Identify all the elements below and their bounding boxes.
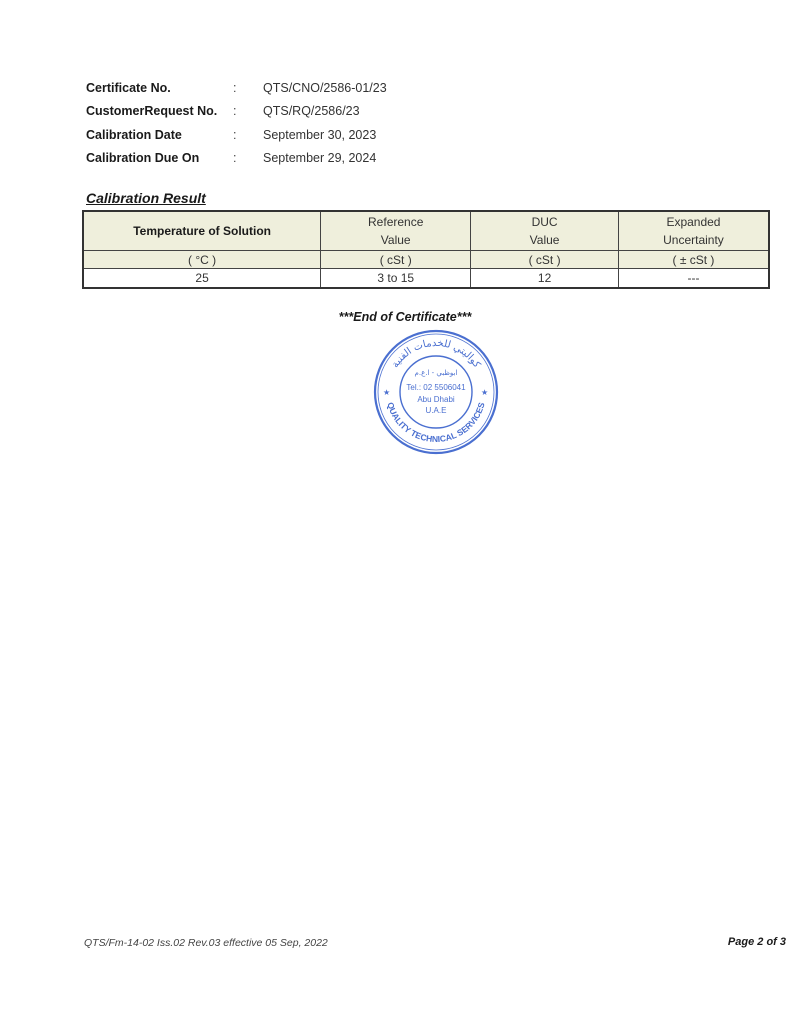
table-header-row — [83, 211, 769, 251]
header-temperature-label: Temperature of Solution — [133, 224, 271, 238]
header-reference-line2: Value — [380, 233, 411, 247]
cell-temperature: 25 — [83, 269, 321, 289]
colon: : — [233, 151, 237, 166]
calibration-date-row — [86, 123, 387, 147]
end-of-certificate: ***End of Certificate*** — [338, 310, 472, 324]
customer-request-label: CustomerRequest No. — [86, 104, 218, 119]
header-temperature — [83, 211, 321, 251]
stamp-star-left: ★ — [383, 388, 391, 397]
cell-duc: 12 — [471, 269, 619, 289]
header-reference-line1: Reference — [368, 215, 424, 229]
header-uncertainty-line1: Expanded — [666, 215, 721, 229]
certificate-no-row — [86, 76, 387, 100]
header-duc — [471, 211, 619, 251]
page-number: Page 2 of 3 — [727, 936, 786, 948]
header-uncertainty — [618, 211, 769, 251]
stamp-english-ring: QUALITY TECHNICAL SERVICES — [385, 401, 487, 445]
calibration-result-table — [82, 210, 770, 289]
header-uncertainty-line2: Uncertainty — [663, 233, 724, 247]
header-reference — [321, 211, 471, 251]
unit-uncertainty: ( ± cSt ) — [618, 251, 769, 269]
stamp-city: Abu Dhabi — [417, 395, 455, 404]
stamp-tel: Tel.: 02 5506041 — [406, 383, 466, 392]
calibration-date-label: Calibration Date — [86, 127, 182, 142]
stamp-country: U.A.E — [425, 406, 447, 415]
header-duc-line1: DUC — [531, 215, 558, 229]
customer-request-value: QTS/RQ/2586/23 — [263, 104, 360, 119]
calibration-due-value: September 29, 2024 — [263, 151, 377, 166]
certificate-no-value: QTS/CNO/2586-01/23 — [263, 80, 387, 95]
certificate-no-label: Certificate No. — [86, 80, 171, 95]
colon: : — [233, 80, 237, 95]
certificate-info — [86, 76, 387, 170]
cell-uncertainty: --- — [618, 269, 769, 289]
colon: : — [233, 127, 237, 142]
stamp-star-right: ★ — [481, 388, 489, 397]
colon: : — [233, 104, 237, 119]
unit-reference: ( cSt ) — [321, 251, 471, 269]
stamp-arabic-city: ابوظبي - ا.ع.م — [414, 369, 458, 377]
table-row — [83, 269, 769, 289]
unit-duc: ( cSt ) — [471, 251, 619, 269]
company-stamp — [372, 328, 500, 456]
header-duc-line2: Value — [529, 233, 560, 247]
unit-temperature: ( °C ) — [83, 251, 321, 269]
stamp-arabic-ring: كواليتي للخدمات الفنية — [389, 337, 483, 371]
calibration-due-row — [86, 147, 387, 171]
calibration-date-value: September 30, 2023 — [263, 127, 377, 142]
table-units-row — [83, 251, 769, 269]
section-title: Calibration Result — [86, 190, 206, 206]
customer-request-row — [86, 100, 387, 124]
calibration-due-label: Calibration Due On — [86, 151, 200, 166]
form-reference: QTS/Fm-14-02 Iss.02 Rev.03 effective 05 Sep, 2022 — [84, 937, 328, 949]
cell-reference: 3 to 15 — [321, 269, 471, 289]
